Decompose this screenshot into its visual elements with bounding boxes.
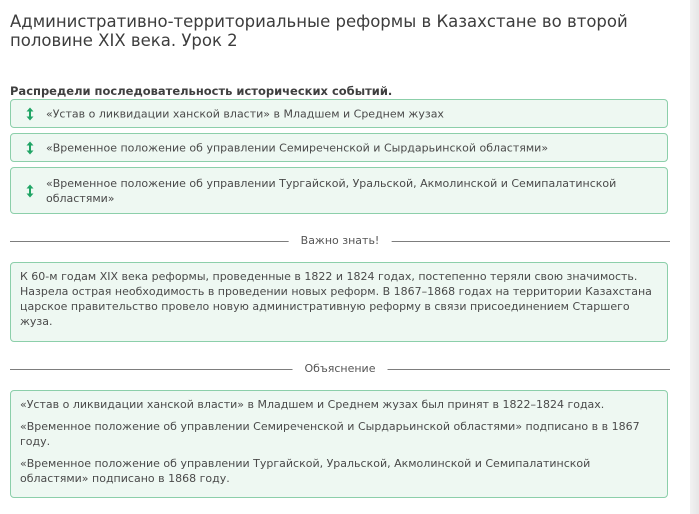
page-title: Административно-территориальные реформы в Казахстане во второй половине XIX века. Урок 2 (10, 12, 628, 50)
important-heading: Важно знать! (289, 233, 392, 249)
explanation-paragraph: «Устав о ликвидации ханской власти» в Младшем и Среднем жузах был принят в 1822–1824 годах. (20, 398, 605, 411)
drag-handle-icon[interactable] (25, 107, 35, 121)
explanation-heading: Объяснение (293, 361, 388, 377)
explanation-divider (10, 361, 670, 377)
drag-handle-icon[interactable] (25, 184, 35, 198)
drag-handle-icon[interactable] (25, 141, 35, 155)
explanation-paragraph: «Временное положение об управлении Тургайской, Уральской, Акмолинской и Семипалатинской областями» подписано в 1868 году. (20, 457, 591, 485)
task-instruction: Распредели последовательность исторических событий. (10, 84, 393, 98)
sequence-item[interactable] (10, 99, 668, 128)
explanation-box (10, 390, 668, 498)
sequence-item-label: «Устав о ликвидации ханской власти» в Младшем и Среднем жузах (46, 107, 444, 120)
sequence-item[interactable] (10, 133, 668, 162)
page-edge (690, 0, 699, 514)
important-text: К 60-м годам XIX века реформы, проведенные в 1822 и 1824 годах, постепенно теряли свою значимость. Назрела острая необходимость в проведении новых реформ. В 1867–1868 годах на территории Казахстана царское правительство провело новую административную реформу в связи присоединением Старшего жуза. (20, 270, 652, 328)
sequence-item-label: «Временное положение об управлении Семиреченской и Сырдарьинской областями» (46, 141, 549, 154)
important-divider (10, 233, 670, 249)
important-box (10, 262, 668, 342)
explanation-paragraph: «Временное положение об управлении Семиреченской и Сырдарьинской областями» подписано в в 1867 году. (20, 420, 640, 448)
sequence-item-label: «Временное положение об управлении Тургайской, Уральской, Акмолинской и Семипалатинской областями» (46, 176, 617, 205)
sequence-item[interactable] (10, 167, 668, 214)
